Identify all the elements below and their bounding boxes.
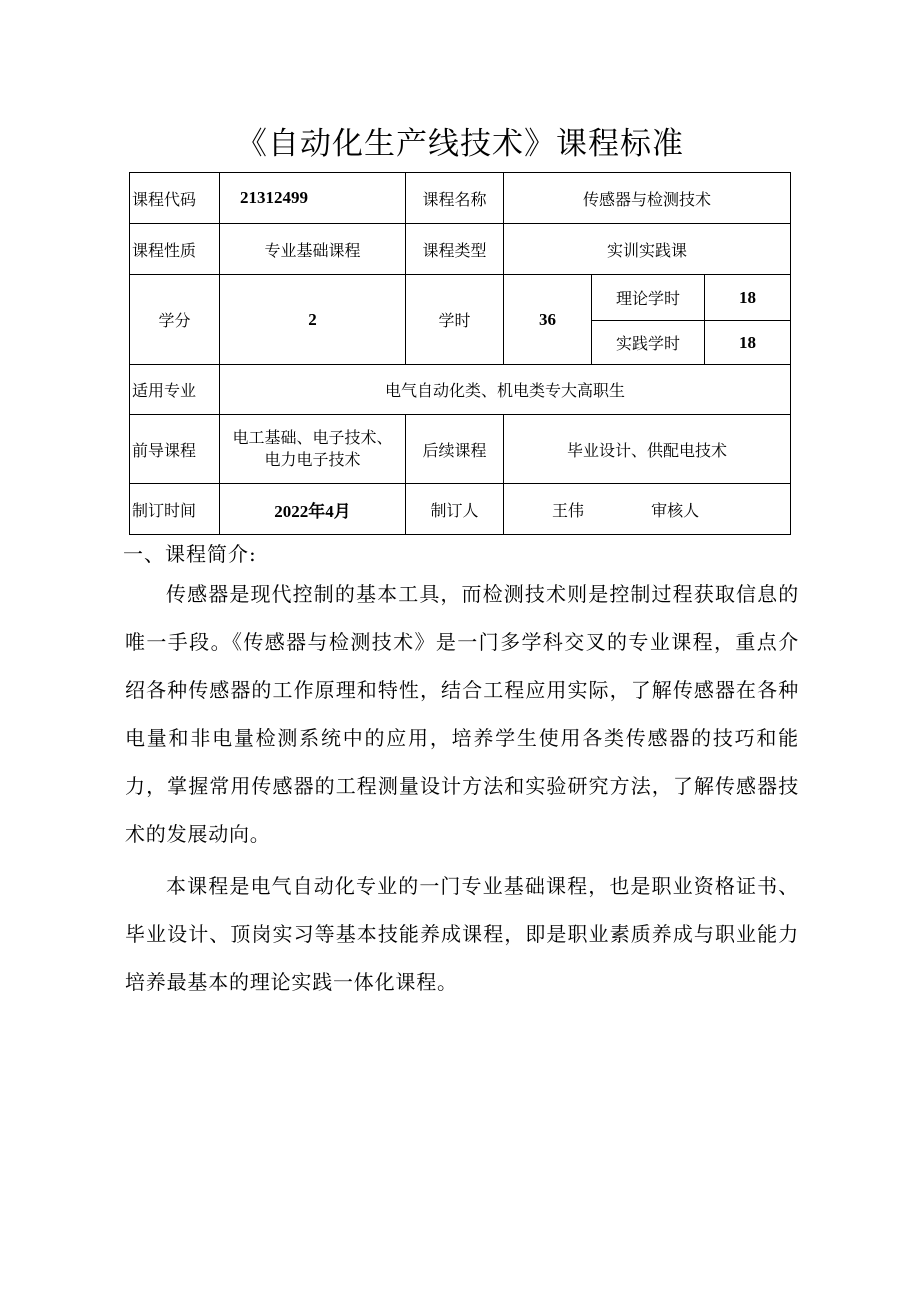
hours-label: 学时	[406, 275, 504, 365]
course-nature-value: 专业基础课程	[220, 224, 406, 275]
credit-value: 2	[220, 275, 406, 365]
table-row	[130, 173, 791, 224]
course-info-table	[129, 172, 791, 535]
prerequisite-value	[220, 415, 406, 484]
course-type-value: 实训实践课	[504, 224, 791, 275]
signature-cell	[504, 484, 791, 535]
course-name-label: 课程名称	[406, 173, 504, 224]
reviewer-label: 审核人	[651, 500, 700, 520]
table-row	[130, 275, 791, 321]
author-value: 王伟	[552, 500, 585, 520]
hours-value: 36	[504, 275, 592, 365]
intro-paragraph-2: 本课程是电气自动化专业的一门专业基础课程，也是职业资格证书、毕业设计、顶岗实习等基本技能养成课程，即是职业素质养成与职业能力培养最基本的理论实践一体化课程。	[125, 874, 799, 994]
prerequisite-line-1: 电工基础、电子技术、	[232, 428, 393, 447]
theory-hours-label: 理论学时	[592, 275, 705, 321]
course-nature-label: 课程性质	[130, 224, 220, 275]
applicable-major-value: 电气自动化类、机电类专大高职生	[220, 365, 791, 415]
course-code-value: 21312499	[220, 173, 406, 224]
intro-paragraph-1: 传感器是现代控制的基本工具，而检测技术则是控制过程获取信息的唯一手段。《传感器与检测技术》是一门多学科交叉的专业课程，重点介绍各种传感器的工作原理和特性，结合工程应用实际，了解传感器在各种电量和非电量检测系统中的应用，培养学生使用各类传感器的技巧和能力，掌握常用传感器的工程测量设计方法和实验研究方法，了解传感器技术的发展动向。	[125, 582, 799, 846]
table-row	[130, 484, 791, 535]
author-label: 制订人	[406, 484, 504, 535]
followup-value: 毕业设计、供配电技术	[504, 415, 791, 484]
date-label: 制订时间	[130, 484, 220, 535]
document-title: 《自动化生产线技术》课程标准	[236, 126, 684, 162]
section-heading-intro: 一、课程简介:	[123, 542, 257, 566]
practice-hours-value: 18	[705, 321, 791, 365]
credit-label: 学分	[130, 275, 220, 365]
date-value: 2022年4月	[220, 484, 406, 535]
table-row	[130, 415, 791, 484]
practice-hours-label: 实践学时	[592, 321, 705, 365]
table-row	[130, 224, 791, 275]
applicable-major-label: 适用专业	[130, 365, 220, 415]
course-code-label: 课程代码	[130, 173, 220, 224]
course-type-label: 课程类型	[406, 224, 504, 275]
prerequisite-line-2: 电力电子技术	[264, 450, 361, 469]
followup-label: 后续课程	[406, 415, 504, 484]
prerequisite-label: 前导课程	[130, 415, 220, 484]
table-row	[130, 365, 791, 415]
theory-hours-value: 18	[705, 275, 791, 321]
course-name-value: 传感器与检测技术	[504, 173, 791, 224]
